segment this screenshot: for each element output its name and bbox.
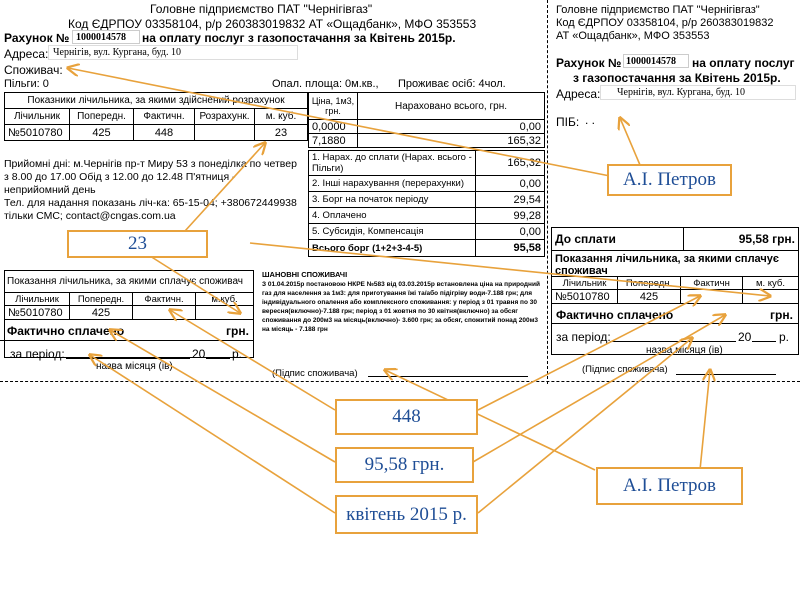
right-signature-label: (Підпис споживача) (582, 364, 668, 375)
right-company-name: Головне підприємство ПАТ "Чернігівгаз" (556, 4, 760, 16)
accrued-header: Нараховано всього, грн. (357, 92, 545, 120)
previous-reading: 425 (69, 124, 134, 141)
right-address-value: Чернігів, вул. Кургана, буд. 10 (617, 87, 746, 98)
reception-hours: Прийомні дні: м.Чернігів пр-т Миру 53 з понеділка по четвер з 8.00 до 17.00 Обід з 12.00 до 12.48 П'ятниця - неприйомний день (4, 158, 297, 196)
consumer-label: Споживач: (4, 63, 63, 77)
meter-col-header: м. куб. (254, 108, 308, 125)
arrow-name-to-signature-right (700, 370, 710, 470)
total-debt-value: 95,58 (475, 239, 545, 257)
accrued-value: 165,32 (357, 133, 545, 148)
summary-value: 165,32 (475, 150, 545, 176)
meter-col-header: Розрахунк. (194, 108, 255, 125)
arrow-month-to-left (90, 355, 335, 513)
right-invoice-title-2: з газопостачання за Квітень 2015р. (573, 71, 781, 85)
right-pay-meter-col: Фактичн (680, 276, 743, 290)
actual-reading: 448 (133, 124, 195, 141)
notice-text: З 01.04.2015р постановою НКРЕ №583 від 03.03.2015р встановлена ціна на природний газ для населення за 1м3: для приготування їжі та/або підігріву води-7.188 грн; для індивідуального опалення або комплексного споживання: у період з 01 травня по 30 вересня(включно)-7.188 грн; період з 01 жовтня по 30 квітня(включно) за обсяг споживання до 200м3 на місяць(включно)- 3.600 грн; за обсяг, спожитий понад 200м3 на місяць - 7.188 грн (262, 281, 540, 333)
arrow-448-to-left (170, 310, 335, 410)
price-header: Ціна, 1м3, грн. (308, 92, 358, 120)
right-pib-label: ПІБ: (556, 115, 580, 129)
residents: Проживає осіб: 4чол. (398, 78, 506, 90)
heated-area: Опал. площа: 0м.кв., (272, 78, 379, 90)
meter-col-header: Лічильник (4, 108, 70, 125)
right-period-label: за період: (556, 330, 611, 344)
paid-label: Фактично сплачено (7, 324, 125, 338)
notice-title: ШАНОВНІ СПОЖИВАЧІ (262, 270, 348, 279)
summary-label: 2. Інші нарахування (перерахунки) (308, 175, 476, 192)
right-codes-1: Код ЄДРПОУ 03358104, р/р 260383019832 (556, 17, 774, 29)
summary-value: 0,00 (475, 223, 545, 240)
callout-month: квітень 2015 р. (335, 495, 478, 534)
summary-label: 3. Борг на початок періоду (308, 191, 476, 208)
year-prefix: 20 (192, 347, 206, 361)
arrow-name-to-consumer (68, 68, 620, 178)
callout-name-right: А.І. Петров (607, 164, 732, 196)
meter-col-header: Фактичн. (133, 108, 195, 125)
price-value: 7,1880 (308, 133, 358, 148)
summary-label: 4. Оплачено (308, 207, 476, 224)
consumption-m3: 23 (254, 124, 308, 141)
right-pay-meter-col: Попередн. (617, 276, 681, 290)
right-invoice-title-1: на оплату послуг (692, 56, 795, 70)
right-to-pay-label: До сплати (551, 227, 684, 251)
meter-table-header: Показники лічильника, за якими здійснений розрахунок (4, 92, 308, 109)
right-pay-meter-col: Лічильник (551, 276, 618, 290)
invoice-label: Рахунок № (4, 31, 70, 45)
paid-currency: грн. (226, 324, 249, 338)
summary-value: 99,28 (475, 207, 545, 224)
pay-previous-reading: 425 (69, 305, 133, 320)
accrued-value: 0,00 (357, 119, 545, 134)
right-pay-meter-number: №5010780 (551, 289, 618, 304)
arrow-23-to-table (175, 143, 265, 242)
right-month-hint: назва місяця (ів) (646, 345, 723, 356)
summary-value: 0,00 (475, 175, 545, 192)
right-to-pay-value: 95,58 грн. (683, 227, 799, 251)
right-address-label: Адреса: (556, 87, 601, 101)
pay-meter-number: №5010780 (4, 305, 70, 320)
right-invoice-label: Рахунок № (556, 56, 622, 70)
summary-label: 5. Субсидія, Компенсація (308, 223, 476, 240)
arrow-amount-to-left (110, 330, 335, 462)
right-paid-label: Фактично сплачено (556, 308, 674, 322)
right-paid-currency: грн. (770, 308, 793, 322)
pay-meter-col: м.куб. (195, 292, 254, 306)
company-codes: Код ЄДРПОУ 03358104, р/р 260383019832 АТ «Ощадбанк», МФО 353553 (68, 17, 477, 31)
year-suffix: р. (232, 347, 243, 361)
total-debt-label: Всього борг (1+2+3-4-5) (308, 239, 476, 257)
period-label: за період: (10, 347, 65, 361)
arrow-amount-to-right (473, 315, 725, 462)
callout-name-bottom: А.І. Петров (596, 467, 743, 505)
address-value: Чернігів, вул. Кургана, буд. 10 (53, 47, 182, 58)
meter-col-header: Попередн. (69, 108, 134, 125)
contact-phone: Тел. для надання показань ліч-ка: 65-15-04; +380672449938 тільки СМС; contact@cngas.com.ua (4, 197, 297, 222)
company-name: Головне підприємство ПАТ "Чернігівгаз" (150, 2, 373, 16)
summary-label: 1. Нарах. до сплати (Нарах. всього - Пільги) (308, 150, 476, 176)
meter-number: №5010780 (4, 124, 70, 141)
price-value: 0,0000 (308, 119, 358, 134)
arrow-448-to-right (478, 296, 700, 410)
pay-meter-header: Показання лічильника, за якими сплачує споживач (7, 276, 244, 287)
callout-consumption: 23 (67, 230, 208, 258)
pay-meter-col: Фактичн. (132, 292, 196, 306)
right-year-suffix: р. (779, 330, 790, 344)
callout-actual-reading: 448 (335, 399, 478, 435)
right-codes-2: АТ «Ощадбанк», МФО 353553 (556, 30, 710, 42)
right-pay-previous-reading: 425 (617, 289, 681, 304)
signature-label: (Підпис споживача) (272, 368, 358, 379)
right-pib-value: . . (585, 113, 596, 127)
arrow-23-to-slip-left (150, 256, 240, 313)
address-label: Адреса: (4, 47, 49, 61)
callout-amount: 95,58 грн. (335, 447, 474, 483)
pay-meter-col: Лічильник (4, 292, 70, 306)
invoice-title: на оплату послуг з газопостачання за Квітень 2015р. (142, 31, 456, 45)
benefits: Пільги: 0 (4, 78, 49, 90)
right-pay-meter-header: Показання лічильника, за якими сплачує споживач (555, 253, 779, 277)
right-year-prefix: 20 (738, 330, 752, 344)
invoice-number: 1000014578 (76, 32, 126, 43)
arrow-23-to-slip-right (250, 243, 770, 296)
arrow-name-to-pib (620, 118, 640, 165)
pay-meter-col: Попередн. (69, 292, 133, 306)
right-invoice-number: 1000014578 (626, 56, 676, 67)
summary-value: 29,54 (475, 191, 545, 208)
month-hint: назва місяця (ів) (96, 361, 173, 372)
right-pay-meter-col: м. куб. (742, 276, 799, 290)
